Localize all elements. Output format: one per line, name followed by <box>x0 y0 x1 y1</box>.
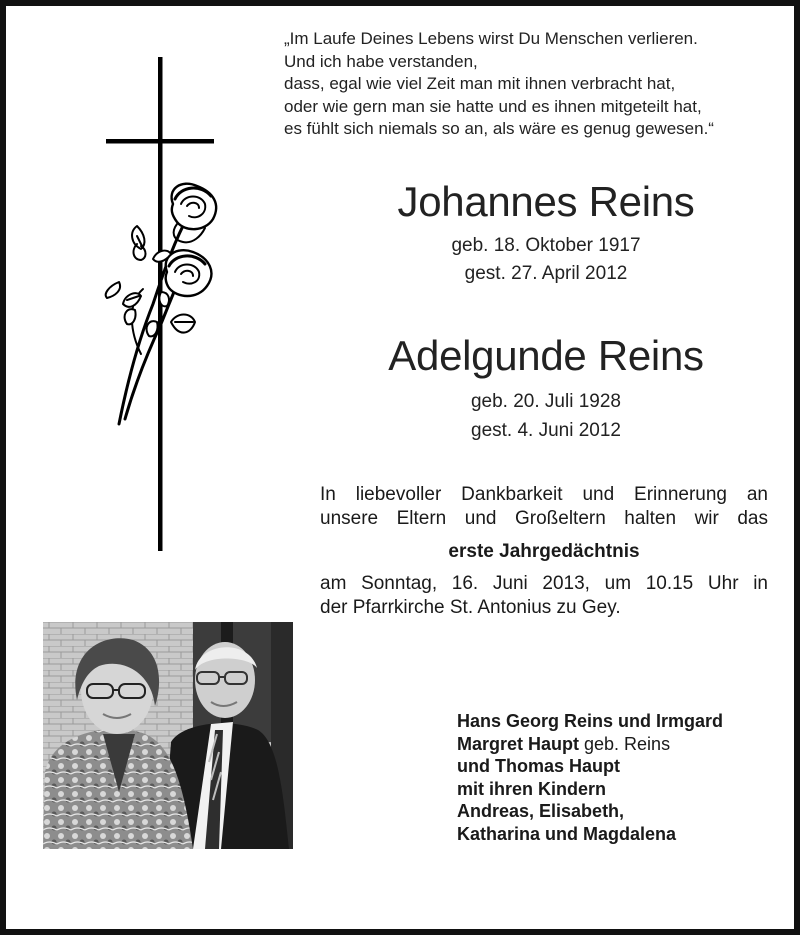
remembrance-line: In liebevoller Dankbarkeit und Erinnerung an <box>320 484 768 505</box>
deceased-name-1: Johannes Reins <box>397 178 695 225</box>
family-line: Katharina und Magdalena <box>457 823 677 844</box>
deceased-name-2: Adelgunde Reins <box>388 332 704 379</box>
death-date-2: gest. 4. Juni 2012 <box>471 420 621 441</box>
anniversary-title: erste Jahrgedächtnis <box>448 541 640 562</box>
birth-date-1: geb. 18. Oktober 1917 <box>451 235 641 256</box>
quote-line: es fühlt sich niemals so an, als wäre es genug gewesen.“ <box>284 119 714 138</box>
birth-date-2: geb. 20. Juli 1928 <box>470 391 621 412</box>
family-line: Andreas, Elisabeth, <box>457 801 625 822</box>
service-line: am Sonntag, 16. Juni 2013, um 10.15 Uhr in <box>320 573 768 594</box>
cross-with-roses <box>101 54 231 554</box>
family-signature <box>457 710 787 846</box>
remembrance-text <box>320 483 768 530</box>
service-line: der Pfarrkirche St. Antonius zu Gey. <box>320 596 621 618</box>
family-line: und Thomas Haupt <box>457 756 620 777</box>
service-details <box>320 572 768 619</box>
family-name-bold: Margret Haupt <box>457 733 580 754</box>
family-line: mit ihren Kindern <box>457 778 607 799</box>
quote-line: „Im Laufe Deines Lebens wirst Du Menschen verlieren. <box>284 29 698 48</box>
couple-photo <box>43 622 293 849</box>
quote-line: dass, egal wie viel Zeit man mit ihnen verbracht hat, <box>284 74 676 93</box>
family-line: Hans Georg Reins und Irmgard <box>457 711 724 731</box>
quote-line: oder wie gern man sie hatte und es ihnen mitgeteilt hat, <box>284 96 702 116</box>
memorial-quote <box>284 28 784 141</box>
family-line <box>457 733 787 756</box>
family-maiden-name: geb. Reins <box>579 733 671 754</box>
remembrance-line: unsere Eltern und Großeltern halten wir das <box>320 507 768 529</box>
death-date-1: gest. 27. April 2012 <box>464 263 628 284</box>
quote-line: Und ich habe verstanden, <box>284 51 478 71</box>
